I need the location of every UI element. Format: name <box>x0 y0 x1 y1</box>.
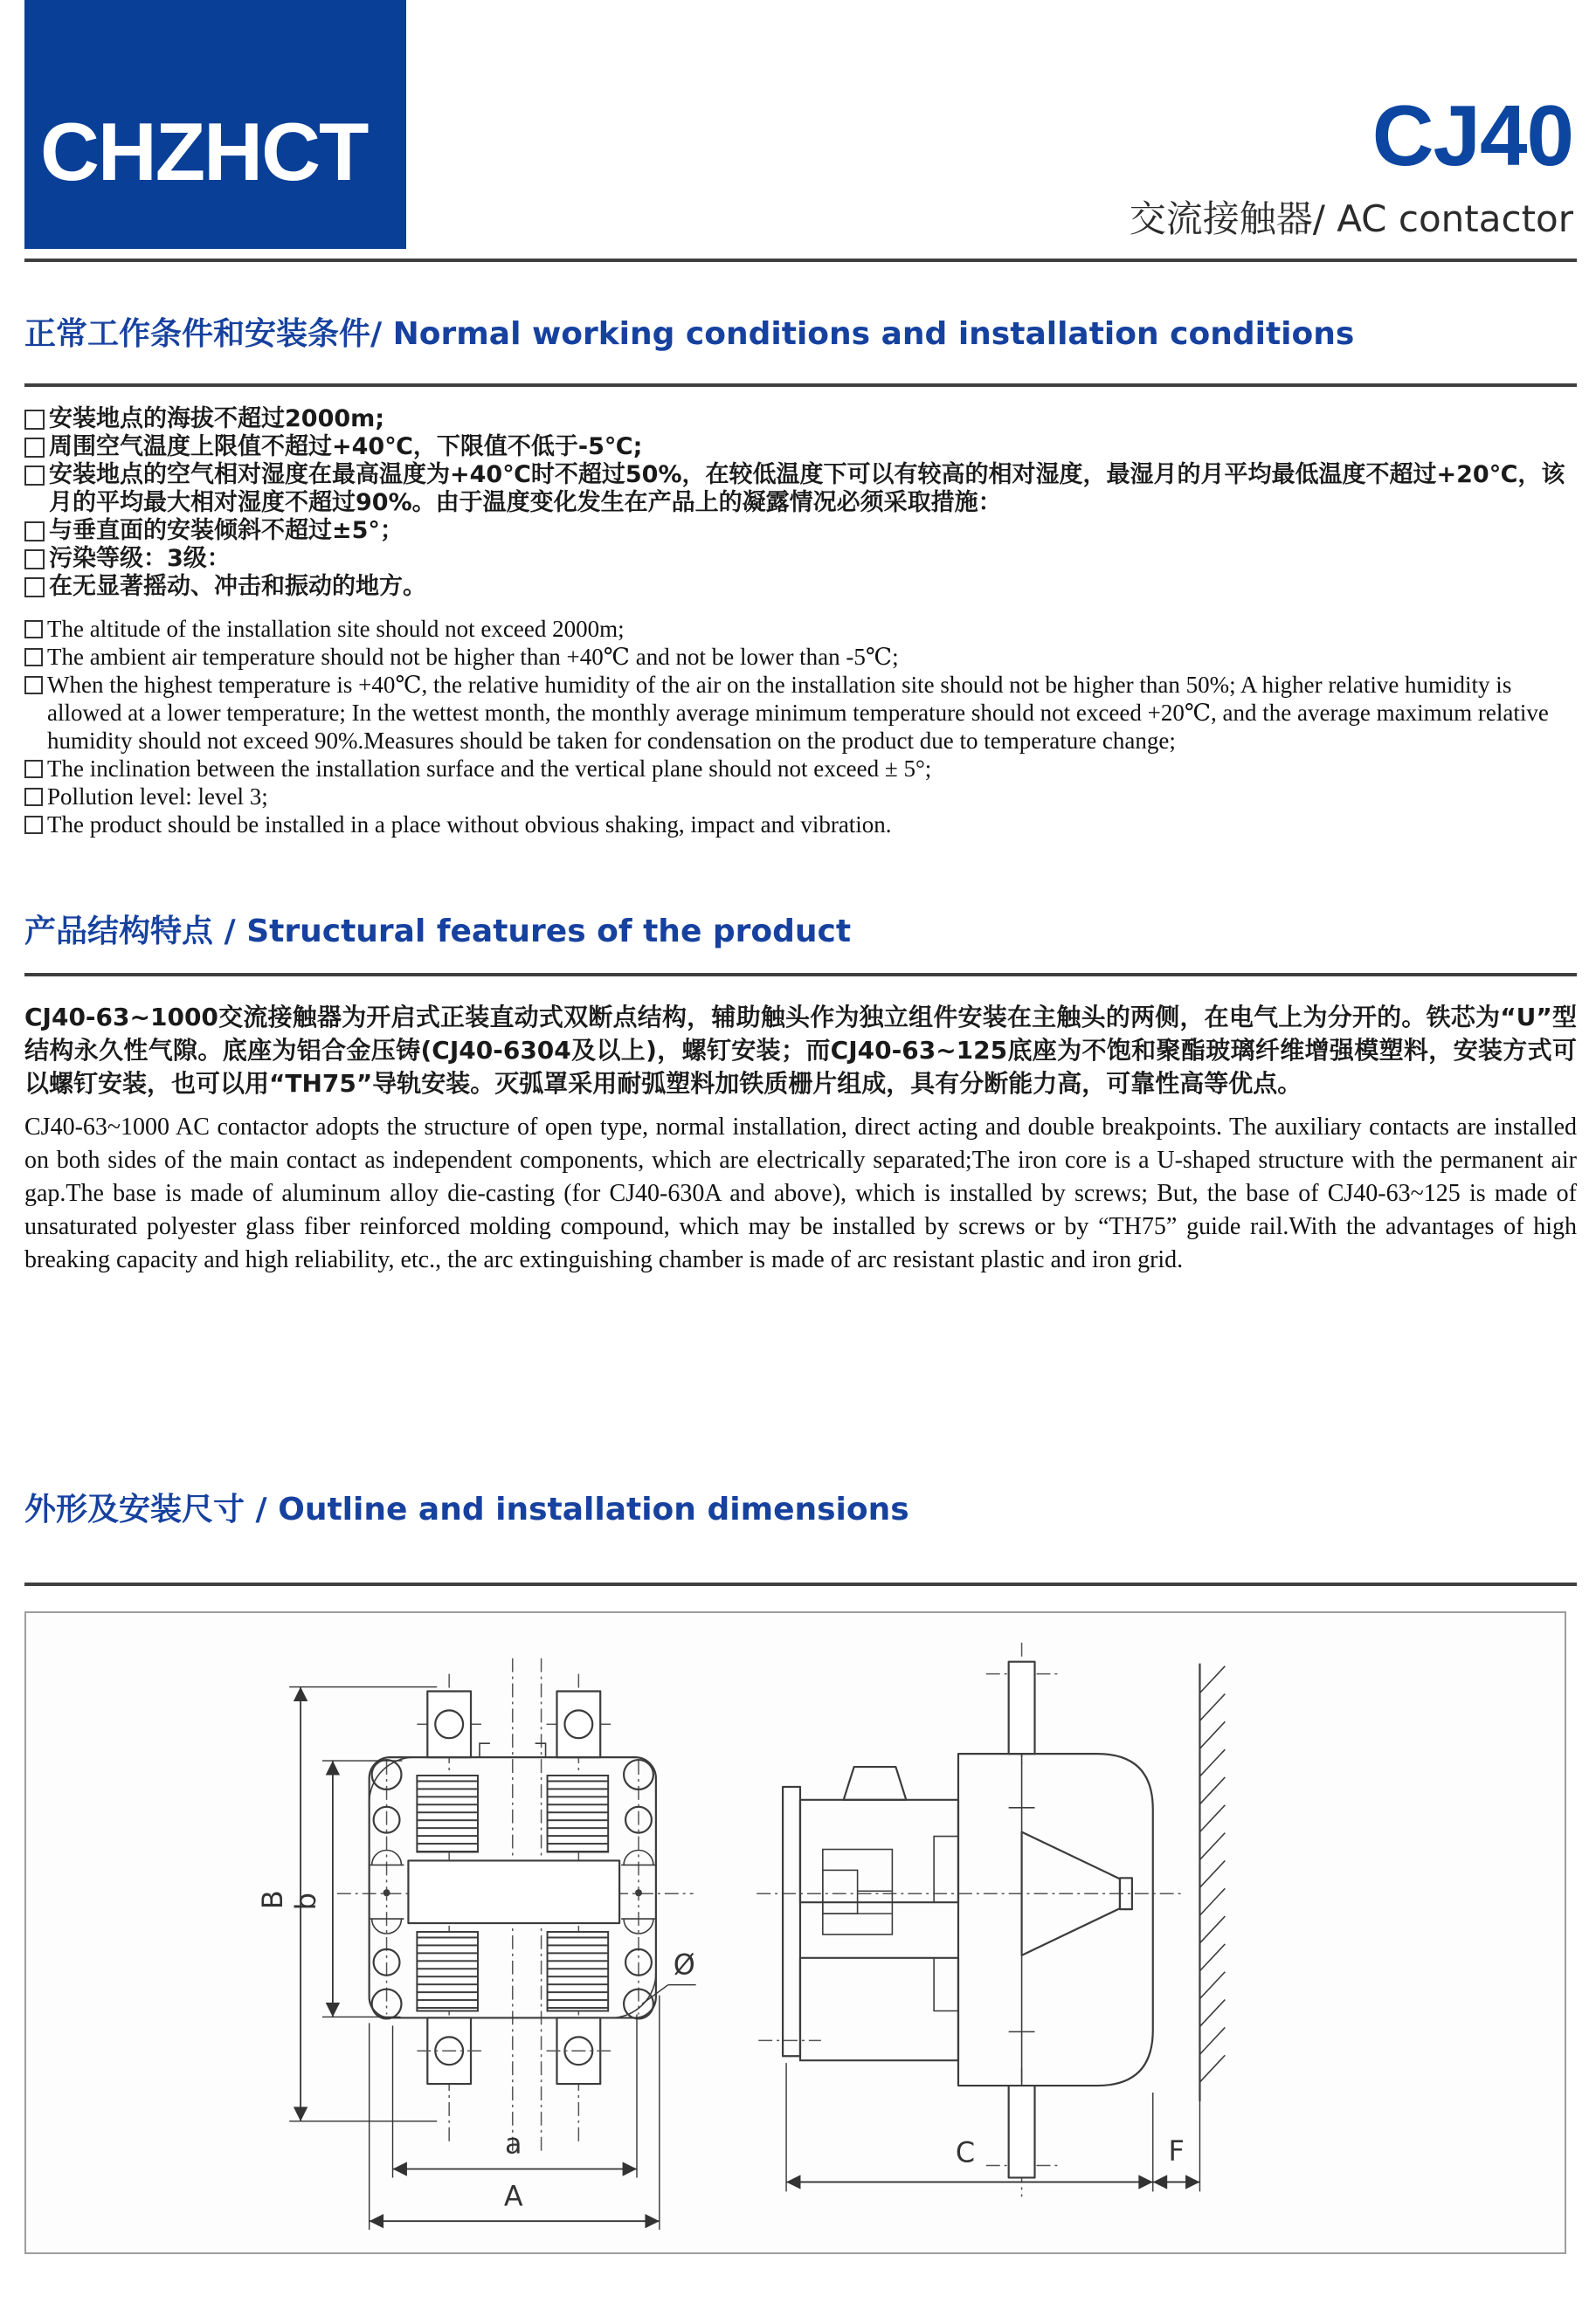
condition-item-en: The product should be installed in a place without obvious shaking, impact and vibration. <box>47 811 892 838</box>
checkbox-bullet-icon <box>24 620 43 638</box>
checkbox-bullet-icon <box>24 521 45 541</box>
condition-item-cn: 安装地点的海拔不超过2000m; <box>49 405 385 432</box>
checkbox-bullet-icon <box>24 648 43 666</box>
list-item <box>24 517 1577 545</box>
condition-item-cn: 安装地点的空气相对湿度在最高温度为+40℃时不超过50%，在较低温度下可以有较高的相对湿度，最湿月的月平均最低温度不超过+20℃，该月的平均最大相对湿度不超过90%。由于温度变化发生在产品上的凝露情况必须采取措施： <box>49 461 1565 516</box>
checkbox-bullet-icon <box>24 438 45 458</box>
checkbox-bullet-icon <box>24 465 45 486</box>
condition-item-cn: 与垂直面的安装倾斜不超过±5°； <box>49 517 404 544</box>
features-paragraph-cn: CJ40-63~1000交流接触器为开启式正装直动式双断点结构，辅助触头作为独立组件安装在主触头的两侧，在电气上为分开的。铁芯为“U”型结构永久性气隙。底座为铝合金压铸(CJ40-6304及以上)，螺钉安装；而CJ40-63~125底座为不饱和聚酯玻璃纤维增强模塑料，安装方式可以螺钉安装，也可以用“TH75”导轨安装。灭弧罩采用耐弧塑料加铁质栅片组成，具有分断能力高，可靠性高等优点。 <box>24 1003 1577 1098</box>
section-divider-dimensions <box>24 1583 1577 1586</box>
dim-label-diameter: Ø <box>673 1948 695 1982</box>
condition-item-cn: 在无显著摇动、冲击和振动的地方。 <box>49 573 426 600</box>
list-item <box>24 643 1577 671</box>
header-divider <box>24 259 1577 262</box>
list-item <box>24 573 1577 601</box>
dimension-drawing-panel <box>24 1611 1566 2254</box>
checkbox-bullet-icon <box>24 577 45 597</box>
brand-logo <box>24 0 406 249</box>
conditions-list-en <box>24 615 1577 838</box>
wall-hatching <box>1199 1666 1225 2082</box>
checkbox-bullet-icon <box>24 410 45 430</box>
checkbox-bullet-icon <box>24 788 43 806</box>
list-item <box>24 671 1577 755</box>
front-view <box>256 1659 695 2230</box>
list-item <box>24 755 1577 783</box>
dim-label-B: B <box>256 1890 290 1910</box>
section-title-features: 产品结构特点 / Structural features of the product <box>24 914 852 949</box>
side-view <box>757 1643 1225 2197</box>
condition-item-cn: 周围空气温度上限值不超过+40℃，下限值不低于-5℃; <box>49 433 643 460</box>
dim-label-F: F <box>1168 2134 1185 2168</box>
list-item <box>24 405 1577 433</box>
list-item <box>24 433 1577 461</box>
conditions-list-cn <box>24 405 1577 601</box>
condition-item-cn: 污染等级：3级： <box>49 545 231 572</box>
section-divider-features <box>24 973 1577 976</box>
product-subtitle: 交流接触器/ AC contactor <box>1129 197 1573 240</box>
checkbox-bullet-icon <box>24 816 43 834</box>
condition-item-en: The altitude of the installation site should not exceed 2000m; <box>47 616 625 642</box>
condition-item-en: Pollution level: level 3; <box>47 783 268 810</box>
section-title-dimensions: 外形及安装尺寸 / Outline and installation dimensions <box>24 1492 909 1527</box>
section-title-conditions: 正常工作条件和安装条件/ Normal working conditions and installation conditions <box>24 316 1355 352</box>
brand-logo-text: CHZHCT <box>40 106 368 197</box>
dim-label-b: b <box>289 1893 323 1911</box>
list-item <box>24 615 1577 643</box>
dim-label-A: A <box>503 2179 523 2213</box>
list-item <box>24 545 1577 573</box>
checkbox-bullet-icon <box>24 549 45 569</box>
list-item <box>24 461 1577 517</box>
list-item <box>24 783 1577 810</box>
checkbox-bullet-icon <box>24 676 43 694</box>
dim-label-C: C <box>955 2135 976 2169</box>
condition-item-en: The ambient air temperature should not be higher than +40℃ and not be lower than -5℃; <box>47 644 899 670</box>
list-item <box>24 810 1577 838</box>
section-divider-conditions <box>24 383 1577 387</box>
condition-item-en: The inclination between the installation surface and the vertical plane should not exceed ± 5°; <box>47 755 932 782</box>
dim-label-a: a <box>505 2127 522 2161</box>
features-paragraph-en: CJ40-63~1000 AC contactor adopts the structure of open type, normal installation, direct acting and double breakpoints. The auxiliary contacts are installed on both sides of the main contact as independent components, which are electrically separated;The iron core is a U-shaped structure with the permanent air gap.The base is made of aluminum alloy die-casting (for CJ40-630A and above), which is installed by screws; But, the base of CJ40-63~125 is made of unsaturated polyester glass fiber reinforced molding compound, which may be installed by screws or by “TH75” guide rail.With the advantages of high breaking capacity and high reliability, etc., the arc extinguishing chamber is made of arc resistant plastic and iron grid. <box>24 1114 1577 1273</box>
condition-item-en: When the highest temperature is +40℃, the relative humidity of the air on the installation site should not be higher than 50%; A higher relative humidity is allowed at a lower temperature; In the wettest month, the monthly average minimum temperature should not exceed +20℃, and the average maximum relative humidity should not exceed 90%.Measures should be taken for condensation on the product due to temperature change; <box>47 672 1549 754</box>
product-model-title: CJ40 <box>1371 87 1573 183</box>
checkbox-bullet-icon <box>24 760 43 778</box>
outline-drawing <box>26 1613 1565 2252</box>
